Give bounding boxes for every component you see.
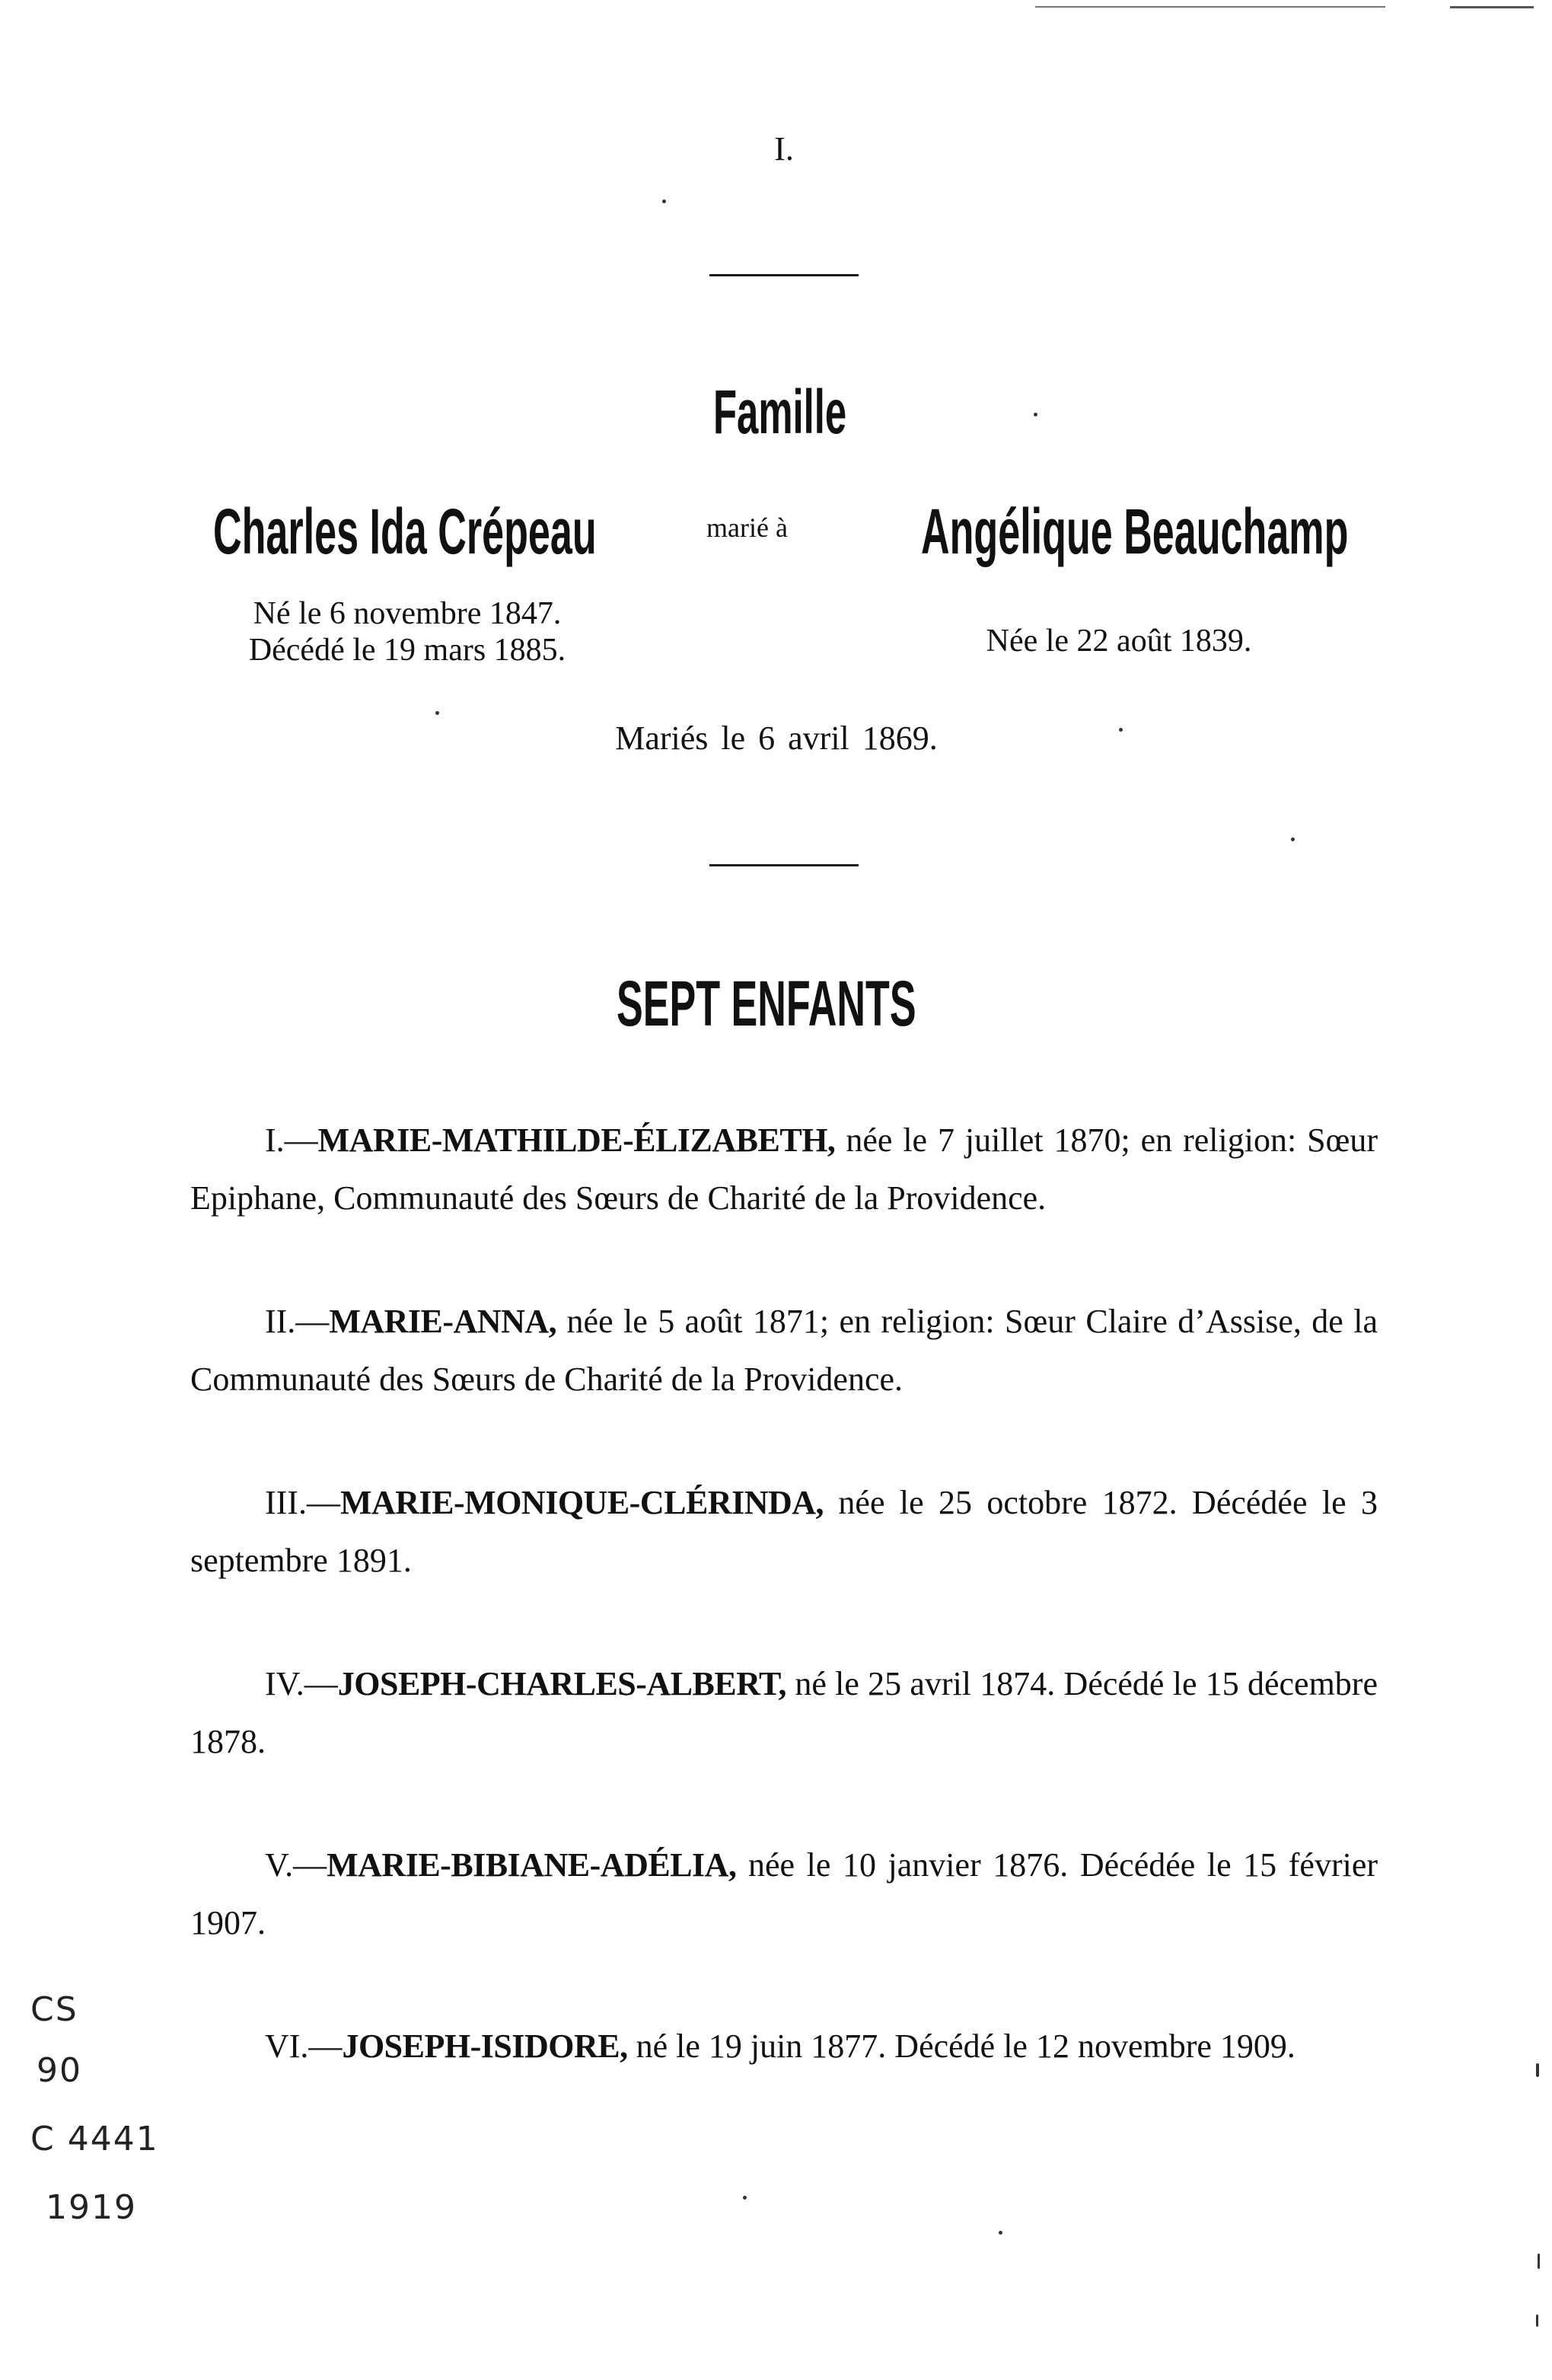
husband-death: Décédé le 19 mars 1885. bbox=[248, 633, 566, 668]
child-name: MARIE-MATHILDE-ÉLIZABETH, bbox=[317, 1121, 836, 1159]
child-name: MARIE-MONIQUE-CLÉRINDA, bbox=[339, 1484, 824, 1521]
scan-speck bbox=[743, 2196, 747, 2200]
child-entry-5 bbox=[190, 1836, 1378, 1952]
scan-speck bbox=[1291, 837, 1295, 841]
child-entry-2 bbox=[190, 1293, 1378, 1409]
child-details: né le 19 juin 1877. Décédé le 12 novembre 1909. bbox=[627, 2027, 1295, 2065]
child-details: né le 25 avril 1874. Décédé le 15 décembre 1878. bbox=[190, 1665, 1378, 1760]
child-name: MARIE-ANNA, bbox=[329, 1303, 557, 1340]
scan-speck bbox=[662, 199, 666, 203]
margin-note-line-4: 1919 bbox=[46, 2188, 137, 2227]
scan-artifact bbox=[1450, 6, 1534, 8]
marriage-date: Mariés le 6 avril 1869. bbox=[615, 719, 938, 757]
child-details: née le 25 octobre 1872. Décédée le 3 septembre 1891. bbox=[190, 1484, 1378, 1579]
scan-speck bbox=[435, 711, 439, 715]
family-title: Famille bbox=[713, 378, 847, 447]
child-entry-3 bbox=[190, 1474, 1378, 1590]
child-name: MARIE-BIBIANE-ADÉLIA, bbox=[327, 1846, 737, 1884]
margin-note-line-1: CS bbox=[30, 1990, 78, 2029]
wife-birth: Née le 22 août 1839. bbox=[986, 624, 1252, 659]
child-entry-4 bbox=[190, 1655, 1378, 1771]
child-details: née le 5 août 1871; en religion: Sœur Claire d’Assise, de la Communauté des Sœurs de Charité de la Providence. bbox=[190, 1303, 1378, 1398]
children-list bbox=[190, 1112, 1378, 2141]
margin-note-line-3: C 4441 bbox=[30, 2120, 159, 2158]
child-numeral: IV.— bbox=[265, 1665, 338, 1702]
child-numeral: I.— bbox=[265, 1121, 318, 1159]
scan-artifact bbox=[1035, 6, 1385, 8]
scan-speck bbox=[1536, 2315, 1538, 2327]
husband-dates bbox=[175, 595, 639, 668]
husband-birth: Né le 6 novembre 1847. bbox=[253, 596, 562, 631]
margin-note-line-2: 90 bbox=[37, 2051, 82, 2090]
child-entry-6 bbox=[190, 2018, 1378, 2075]
middle-divider bbox=[709, 864, 859, 866]
child-details: née le 7 juillet 1870; en religion: Sœur Epiphane, Communauté des Sœurs de Charité de la Providence. bbox=[190, 1121, 1378, 1217]
child-name: JOSEPH-CHARLES-ALBERT, bbox=[337, 1665, 787, 1702]
wife-name: Angélique Beauchamp bbox=[921, 496, 1349, 567]
child-numeral: V.— bbox=[265, 1846, 327, 1884]
child-details: née le 10 janvier 1876. Décédée le 15 février 1907. bbox=[190, 1846, 1378, 1941]
scan-speck bbox=[1538, 2254, 1540, 2269]
scan-speck bbox=[1119, 728, 1123, 732]
child-name: JOSEPH-ISIDORE, bbox=[342, 2027, 628, 2065]
husband-name: Charles Ida Crépeau bbox=[213, 496, 597, 567]
children-title: SEPT ENFANTS bbox=[617, 968, 916, 1039]
scan-speck bbox=[1034, 413, 1037, 416]
page-number: I. bbox=[774, 130, 794, 167]
scan-speck bbox=[1536, 2063, 1539, 2077]
scan-speck bbox=[999, 2231, 1002, 2235]
child-numeral: III.— bbox=[265, 1484, 340, 1521]
child-numeral: VI.— bbox=[265, 2027, 343, 2065]
married-to-label: marié à bbox=[706, 512, 788, 543]
top-divider bbox=[709, 274, 859, 276]
child-numeral: II.— bbox=[265, 1303, 330, 1340]
child-entry-1 bbox=[190, 1112, 1378, 1227]
